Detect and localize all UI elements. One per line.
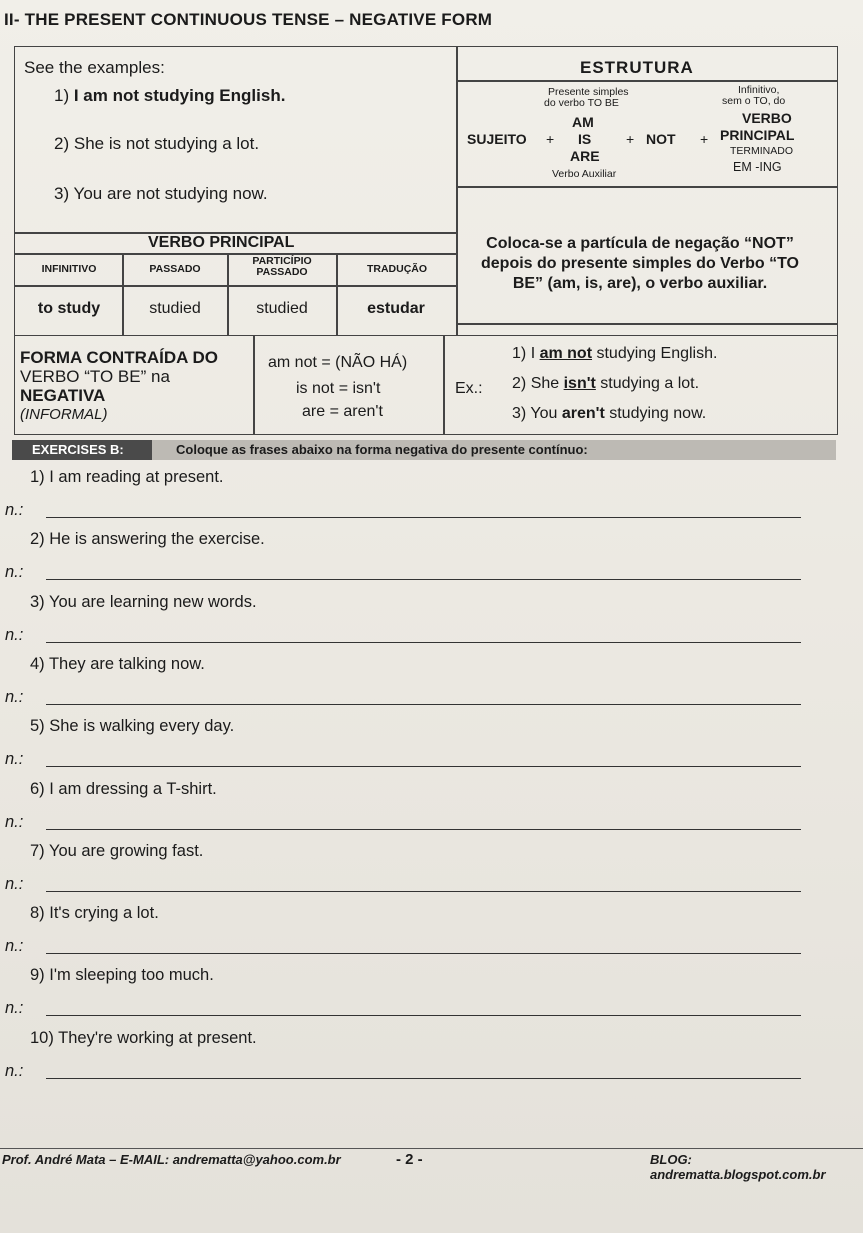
answer-line[interactable]	[46, 766, 801, 767]
answer-line[interactable]	[46, 642, 801, 643]
box-divider	[443, 336, 445, 435]
verbo-auxiliar-label: Verbo Auxiliar	[552, 168, 617, 180]
example-item: 2) She is not studying a lot.	[54, 134, 260, 153]
exercise-question: 3) You are learning new words.	[30, 592, 257, 611]
exercise-question: 4) They are talking now.	[30, 654, 205, 673]
answer-label: n.:	[5, 750, 24, 769]
exercise-question: 2) He is answering the exercise.	[30, 530, 265, 549]
verbo-label: VERBO	[742, 110, 792, 126]
verbo-principal-title: VERBO PRINCIPAL	[148, 234, 295, 251]
exercise-question: 1) I am reading at present.	[30, 468, 224, 486]
not-label: NOT	[646, 131, 676, 147]
box-divider	[456, 80, 838, 82]
em-ing-label: EM -ING	[733, 160, 782, 174]
exercise-question: 9) I'm sleeping too much.	[30, 966, 214, 985]
page-title: II- THE PRESENT CONTINUOUS TENSE – NEGATIVE FORM	[4, 10, 493, 29]
contracted-form-label: FORMA CONTRAÍDA DO VERBO “TO BE” na NEGATIVA (INFORMAL)	[20, 348, 218, 423]
answer-label: n.:	[5, 687, 24, 706]
table-header: PARTICÍPIO PASSADO	[252, 255, 312, 278]
terminado-label: TERMINADO	[730, 145, 793, 157]
contraction-item: is not = isn't	[296, 380, 381, 397]
box-divider	[14, 253, 457, 255]
answer-label: n.:	[5, 999, 24, 1018]
table-divider	[336, 253, 338, 336]
answer-line[interactable]	[46, 891, 801, 892]
table-header: PASSADO	[149, 263, 201, 275]
sujeito-label: SUJEITO	[467, 131, 527, 147]
answer-label: n.:	[5, 563, 24, 582]
exercise-question: 6) I am dressing a T-shirt.	[30, 779, 217, 798]
box-divider	[456, 323, 838, 325]
answer-line[interactable]	[46, 1078, 801, 1079]
contraction-item: are = aren't	[302, 403, 383, 420]
ex-label: Ex.:	[455, 380, 483, 397]
exercises-banner	[12, 440, 836, 460]
answer-label: n.:	[5, 874, 24, 893]
answer-label: n.:	[5, 501, 24, 519]
contracted-example: 1) I am not studying English.	[512, 345, 718, 362]
answer-label: n.:	[5, 1061, 24, 1080]
box-divider	[14, 285, 457, 287]
box-divider	[456, 46, 458, 336]
table-header: TRADUÇÃO	[366, 263, 428, 275]
footer-author: Prof. André Mata – E-MAIL: andrematta@yahoo.com.br	[2, 1152, 341, 1167]
footer-blog: BLOG: andrematta.blogspot.com.br	[650, 1152, 826, 1182]
answer-line[interactable]	[46, 1015, 801, 1016]
table-divider	[227, 253, 229, 336]
plus-sign: +	[626, 131, 635, 147]
exercises-instruction: Coloque as frases abaixo na forma negativa do presente contínuo:	[176, 442, 588, 457]
exercises-tag: EXERCISES B:	[12, 440, 152, 460]
page-number: - 2 -	[396, 1151, 423, 1168]
contracted-example: 2) She isn't studying a lot.	[512, 375, 700, 392]
table-header: INFINITIVO	[41, 263, 97, 275]
table-cell: to study	[37, 300, 101, 317]
exercise-question: 8) It's crying a lot.	[30, 904, 159, 923]
are-label: ARE	[570, 148, 600, 164]
footer-rule	[0, 1148, 863, 1149]
answer-line[interactable]	[46, 953, 801, 954]
box-divider	[253, 336, 255, 435]
answer-line[interactable]	[46, 829, 801, 830]
presente-simples-label: Presente simples	[548, 86, 629, 98]
am-label: AM	[572, 114, 594, 130]
negation-note: Coloca-se a partícula de negação “NOT” depois do presente simples do Verbo “TO BE” (am, is, are), o verbo auxiliar.	[481, 235, 799, 292]
plus-sign: +	[700, 131, 709, 147]
answer-line[interactable]	[46, 704, 801, 705]
exercise-question: 7) You are growing fast.	[30, 841, 204, 860]
example-item: 1) I am not studying English.	[54, 86, 286, 105]
sem-o-to-label: sem o TO, do	[722, 95, 786, 107]
table-cell: studied	[149, 300, 201, 317]
table-cell: studied	[256, 300, 308, 317]
estrutura-title: ESTRUTURA	[580, 58, 694, 77]
examples-heading: See the examples:	[24, 58, 165, 77]
contracted-example: 3) You aren't studying now.	[512, 405, 707, 422]
infinitivo-label: Infinitivo,	[738, 84, 780, 96]
answer-label: n.:	[5, 812, 24, 831]
box-divider	[456, 186, 838, 188]
do-verbo-label: do verbo TO BE	[544, 97, 619, 109]
principal-label: PRINCIPAL	[720, 127, 795, 143]
exercise-question: 10) They're working at present.	[30, 1028, 257, 1047]
answer-label: n.:	[5, 625, 24, 644]
is-label: IS	[578, 131, 592, 147]
contraction-item: am not = (NÃO HÁ)	[268, 354, 408, 371]
table-cell: estudar	[367, 300, 425, 317]
example-item: 3) You are not studying now.	[54, 184, 268, 203]
exercise-question: 5) She is walking every day.	[30, 717, 235, 736]
answer-line[interactable]	[46, 579, 801, 580]
answer-line[interactable]	[46, 517, 801, 518]
plus-sign: +	[546, 131, 555, 147]
answer-label: n.:	[5, 937, 24, 956]
